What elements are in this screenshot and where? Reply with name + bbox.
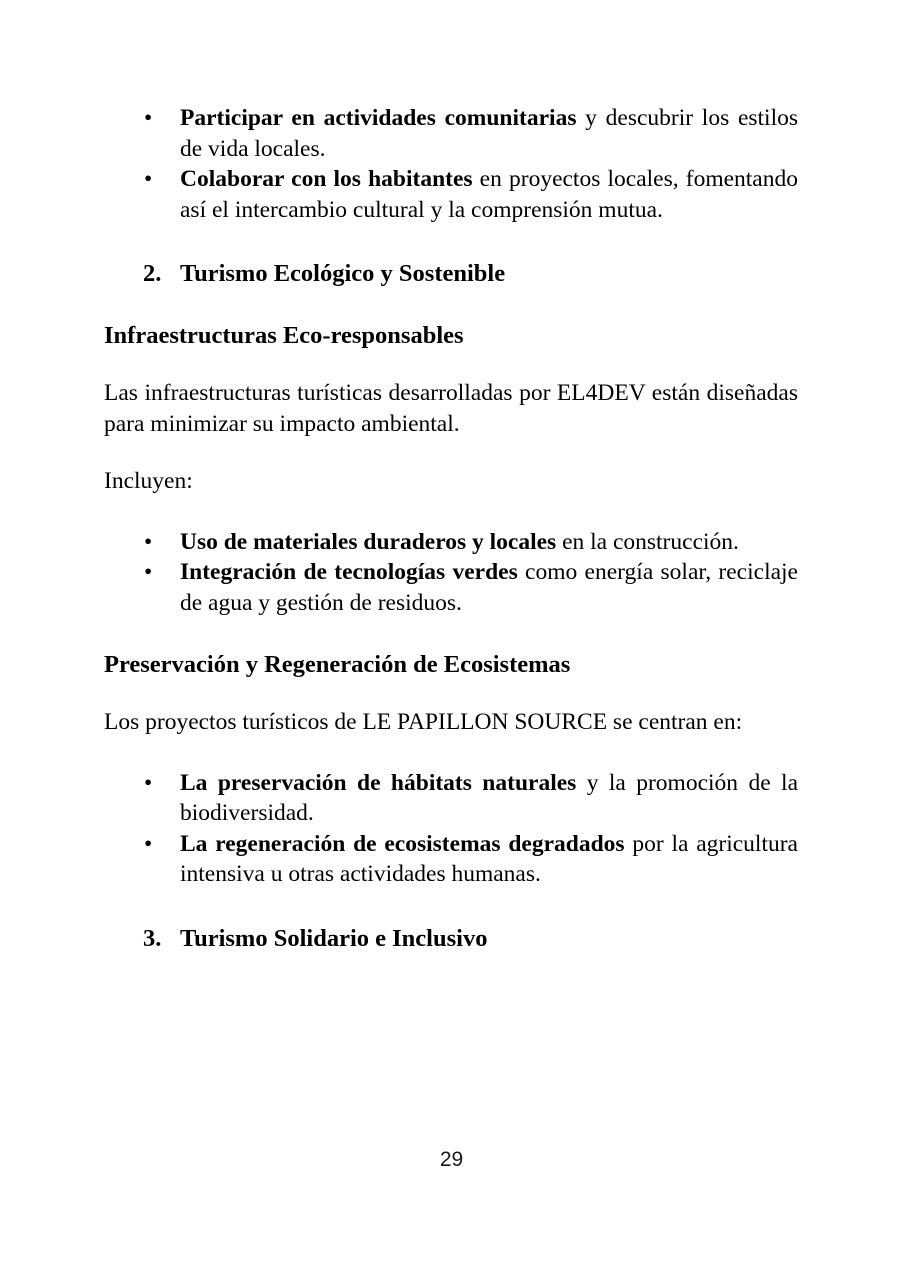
numbered-heading-title: Turismo Ecológico y Sostenible bbox=[180, 260, 506, 287]
bullet-list-ecosistemas bbox=[104, 768, 798, 890]
list-item-text: en la construcción. bbox=[556, 528, 739, 555]
paragraph-infraestructuras: Las infraestructuras turísticas desarrolladas por EL4DEV están diseñadas para minimizar su impacto ambiental. bbox=[104, 380, 798, 437]
list-item bbox=[104, 527, 798, 558]
list-item-emphasis: La regeneración de ecosistemas degradados bbox=[180, 830, 625, 857]
list-item-emphasis: La preservación de hábitats naturales bbox=[180, 769, 577, 796]
list-item-emphasis: Uso de materiales duraderos y locales bbox=[180, 528, 557, 555]
bullet-icon: • bbox=[144, 166, 153, 192]
list-item bbox=[104, 103, 798, 164]
list-item bbox=[104, 164, 798, 225]
bullet-icon: • bbox=[144, 528, 153, 555]
numbered-heading-3 bbox=[104, 924, 798, 954]
bullet-icon: • bbox=[144, 559, 153, 585]
numbered-heading-title: Turismo Solidario e Inclusivo bbox=[180, 924, 488, 952]
bullet-icon: • bbox=[144, 769, 153, 796]
list-item-text: y descubrir los estilos de vida locales. bbox=[180, 105, 799, 162]
list-item-emphasis: Colaborar con los habitantes bbox=[180, 166, 473, 192]
numbered-heading-2 bbox=[104, 259, 798, 289]
list-item bbox=[104, 768, 798, 829]
page-content bbox=[104, 103, 798, 954]
bullet-list-community bbox=[104, 103, 798, 225]
paragraph-incluyen: Incluyen: bbox=[104, 468, 193, 494]
bullet-list-infraestructuras bbox=[104, 527, 798, 619]
list-item-emphasis: Integración de tecnologías verdes bbox=[180, 559, 518, 585]
list-item-text: en proyectos locales, fomentando así el intercambio cultural y la comprensión mutua. bbox=[180, 166, 798, 223]
section-heading-preservacion: Preservación y Regeneración de Ecosistemas bbox=[104, 651, 571, 678]
bullet-icon: • bbox=[144, 830, 153, 857]
list-item-text: y la promoción de la biodiversidad. bbox=[180, 769, 798, 826]
list-item-text: por la agricultura intensiva u otras actividades humanas. bbox=[180, 830, 798, 887]
numbered-heading-number: 3. bbox=[143, 924, 162, 952]
paragraph-proyectos: Los proyectos turísticos de LE PAPILLON SOURCE se centran en: bbox=[104, 709, 743, 735]
bullet-icon: • bbox=[144, 105, 153, 131]
page-number: 29 bbox=[439, 1148, 464, 1171]
list-item bbox=[104, 557, 798, 618]
numbered-heading-number: 2. bbox=[143, 260, 162, 287]
list-item-text: como energía solar, reciclaje de agua y gestión de residuos. bbox=[180, 559, 798, 616]
section-heading-infraestructuras: Infraestructuras Eco-responsables bbox=[104, 322, 464, 349]
list-item bbox=[104, 829, 798, 890]
list-item-emphasis: Participar en actividades comunitarias bbox=[180, 105, 577, 131]
